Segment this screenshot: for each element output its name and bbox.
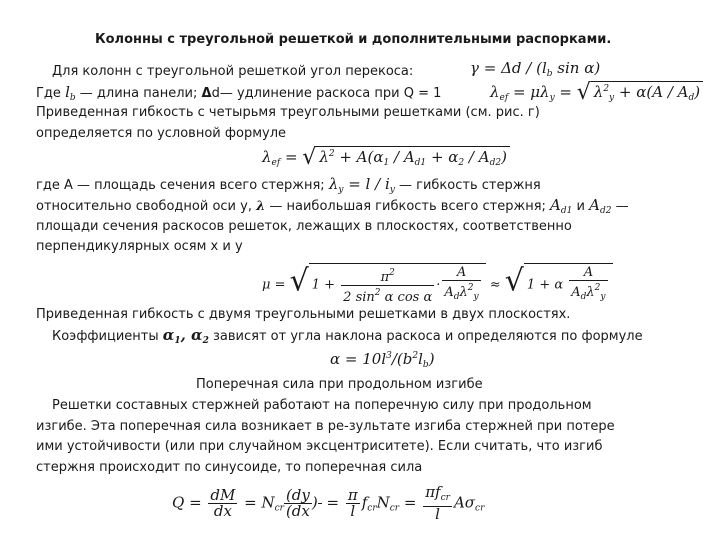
section2-heading: Поперечная сила при продольном изгибе (196, 377, 483, 392)
para3-line2: Коэффициенты $\alpha_1$, $\alpha_2$ зависят от угла наклона раскоса и определяются по формуле (52, 326, 643, 346)
symbol-alpha12: $\alpha_1$, $\alpha_2$ (162, 326, 209, 346)
para1-line4: определяется по условной формуле (36, 126, 287, 141)
section2-line3: ими устойчивости (или при случайном эксцентриситете). Если считать, что изгиб (36, 439, 603, 454)
para2-line4: перпендикулярных осям х и у (36, 239, 243, 254)
para1-line1: Для колонн с треугольной решеткой угол перекоса: (52, 64, 414, 79)
formula-mu: μ = √ 1 + $\frac{\pi^2}{2 \sin^2 \alpha \cos \alpha}$ · $\frac{A}{A_d\lambda^2_y}$ ≈ √ 1 + α $\frac{A}{A_d\lambda^2_y}$ (262, 263, 613, 305)
para1-line3: Приведенная гибкость с четырьмя треугольными решетками (см. рис. г) (36, 105, 540, 120)
section2-line1: Решетки составных стержней работают на поперечную силу при продольном (52, 398, 592, 413)
para2-line2: относительно свободной оси у, λ — наибольшая гибкость всего стержня; $A_{d1}$ и $A_{d2}$ — (36, 196, 629, 216)
para2-line1: где A — площадь сечения всего стержня; $\lambda_y = l / i_y$ — гибкость стержня (36, 175, 541, 195)
symbol-lambda: λ (256, 199, 266, 214)
formula-lambda-ef-four: $\lambda_{ef}$ = √ $\lambda^2 + A(\alpha_1 / A_{d1} + \alpha_2 / A_{d2})$ (262, 145, 510, 170)
para1-line2: Где $l_b$ — длина панели; Δd— удлинение раскоса при Q = 1 (36, 83, 442, 103)
formula-gamma: $\gamma = \Delta d / (l_b$ sin α) (470, 59, 601, 79)
para2-line3: площади сечения раскосов решеток, лежащих в плоскостях, соответственно (36, 219, 572, 234)
symbol-ad2: $A_{d2}$ (589, 196, 612, 216)
symbol-ad1: $A_{d1}$ (550, 196, 573, 216)
symbol-lb: $l_b$ (65, 83, 76, 103)
section2-line2: изгибе. Эта поперечная сила возникает в ре-зультате изгиба стержней при потере (36, 419, 615, 434)
page-title: Колонны с треугольной решеткой и дополнительными распорками. (95, 32, 612, 47)
para3-line1: Приведенная гибкость с двумя треугольными решетками в двух плоскостях. (36, 307, 571, 322)
symbol-delta: Δ (201, 86, 212, 101)
formula-lambda-y: $\lambda_y = l / i_y$ (328, 175, 395, 195)
formula-lambda-ef: $\lambda_{ef} = \mu\lambda_y$ = √ $\lambda^2_y + \alpha(A / A_d)$ (490, 80, 703, 105)
formula-q: Q = $\frac{dM}{dx}$ = $N_{cr}$ $\frac{(dy}{(dx}$ ) = $\frac{\pi}{l}$ $f_{cr}N_{cr}$ = $\frac{\pi f_{cr}}{l}$ $A\sigma_{cr}$ (172, 483, 485, 523)
section2-line4: стержня происходит по синусоиде, то поперечная сила (36, 460, 423, 475)
formula-alpha: $\alpha = 10l^3/(b^2l_b)$ (330, 350, 435, 370)
